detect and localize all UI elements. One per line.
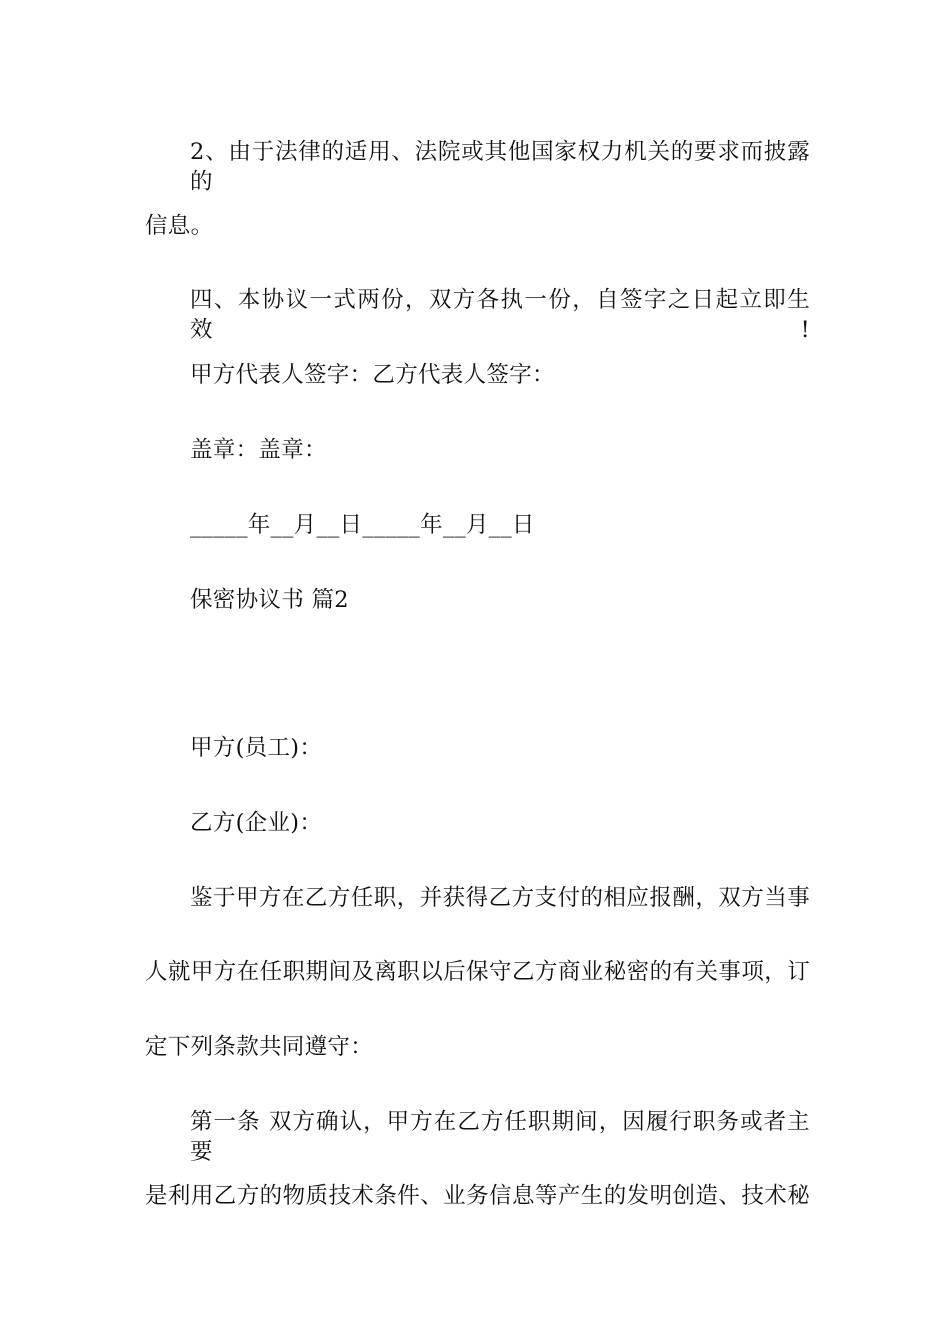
paragraph-line: 第一条 双方确认，甲方在乙方任职期间，因履行职务或者主要 xyxy=(190,1109,810,1165)
signature-line: 甲方代表人签字：乙方代表人签字： xyxy=(190,362,555,388)
paragraph-line: 四、本协议一式两份，双方各执一份，自签字之日起立即生效! xyxy=(190,287,810,343)
paragraph-line: 是利用乙方的物质技术条件、业务信息等产生的发明创造、技术秘 xyxy=(145,1183,810,1209)
seal-line: 盖章：盖章： xyxy=(190,437,327,463)
paragraph-line: 2、由于法律的适用、法院或其他国家权力机关的要求而披露的 xyxy=(190,139,810,195)
paragraph-line: 鉴于甲方在乙方任职，并获得乙方支付的相应报酬，双方当事 xyxy=(190,885,810,911)
section-title: 保密协议书 篇2 xyxy=(190,587,349,613)
party-b-line: 乙方(企业)： xyxy=(190,810,323,836)
paragraph-line: 定下列条款共同遵守： xyxy=(145,1034,374,1060)
party-a-line: 甲方(员工)： xyxy=(190,735,323,761)
date-line: _____年__月__日_____年__月__日 xyxy=(190,512,535,538)
paragraph-line: 信息。 xyxy=(145,213,214,239)
paragraph-line: 人就甲方在任职期间及离职以后保守乙方商业秘密的有关事项，订 xyxy=(145,959,810,985)
